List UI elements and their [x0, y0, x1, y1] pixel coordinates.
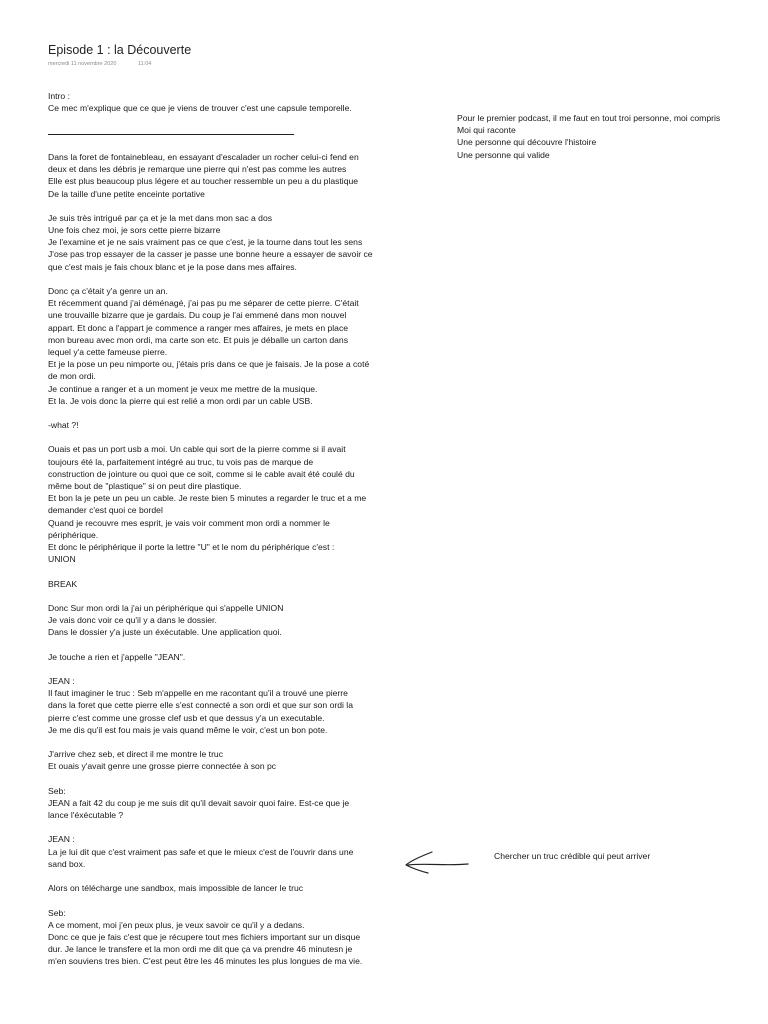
side-note-line: Une personne qui valide	[457, 149, 550, 160]
text-line: de mon ordi.	[48, 371, 96, 382]
side-note-line: Moi qui raconte	[457, 125, 516, 136]
paragraph	[48, 675, 420, 736]
paragraph	[48, 882, 420, 894]
paragraph	[48, 578, 420, 590]
text-line: deux et dans les débris je remarque une pierre qui n'est pas comme les autres	[48, 164, 347, 175]
text-line: Et donc le périphérique il porte la lettre "U" et le nom du périphérique c'est :	[48, 541, 335, 552]
side-note-line: Pour le premier podcast, il me faut en tout troi personne, moi compris	[457, 113, 721, 123]
text-line: -what ?!	[48, 420, 79, 431]
text-line: mon bureau avec mon ordi, ma carte son etc. Et puis je déballe un carton dans	[48, 334, 348, 345]
text-line: A ce moment, moi j'en peux plus, je veux savoir ce qu'il y a dedans.	[48, 919, 305, 930]
text-line: Je continue a ranger et a un moment je veux me mettre de la musique.	[48, 383, 318, 394]
text-line: Donc Sur mon ordi la j'ai un périphérique qui s'appelle UNION	[48, 602, 284, 613]
text-line: pierre c'est comme une grosse clef usb et que dessus y'a un executable.	[48, 712, 325, 723]
paragraph	[48, 602, 420, 639]
paragraph	[48, 285, 420, 407]
text-line: La je lui dit que c'est vraiment pas safe et que le mieux c'est de l'ouvrir dans une	[48, 846, 354, 857]
page-time: 11:04	[138, 61, 152, 67]
text-line: JEAN :	[48, 676, 75, 686]
text-line: Et ouais y'avait genre une grosse pierre connectée à son pc	[48, 761, 277, 772]
text-line: Je suis très intrigué par ça et je la met dans mon sac a dos	[48, 212, 273, 223]
page-date: mercredi 11 novembre 2020	[48, 61, 117, 67]
text-line: dans la foret que cette pierre elle s'est connecté a son ordi et que sur son ordi la	[48, 700, 353, 711]
text-line: De la taille d'une petite enceinte portative	[48, 188, 205, 199]
text-line: Et je la pose un peu nimporte ou, j'étais pris dans ce que je faisais. Je la pose a coté	[48, 359, 370, 370]
intro-paragraph	[48, 90, 420, 114]
text-line: Dans le dossier y'a juste un éxécutable. Une application quoi.	[48, 627, 282, 638]
arrow-annotation: Chercher un truc crédible qui peut arriver	[494, 851, 651, 861]
text-line: sand box.	[48, 858, 86, 869]
text-line: Une fois chez moi, je sors cette pierre bizarre	[48, 225, 221, 236]
text-line: demander c'est quoi ce bordel	[48, 505, 163, 516]
text-line: Je touche a rien et j'appelle "JEAN".	[48, 651, 186, 662]
hand-drawn-arrow-icon	[402, 846, 476, 880]
text-line: Et récemment quand j'ai déménagé, j'ai pas pu me séparer de cette pierre. C'était	[48, 298, 359, 309]
text-line: Alors on télécharge une sandbox, mais impossible de lancer le truc	[48, 883, 304, 894]
paragraph	[48, 833, 420, 870]
text-line: appart. Et donc a l'appart je commence a ranger mes affaires, je mets en place	[48, 322, 349, 333]
text-line: lance l'éxécutable ?	[48, 810, 124, 821]
text-line: JEAN :	[48, 834, 75, 845]
text-line: toujours été la, parfaitement intégré au truc, tu vois pas de marque de	[48, 456, 314, 467]
text-line: Seb:	[48, 907, 66, 918]
text-line: Je l'examine et je ne sais vraiment pas ce que c'est, je la tourne dans tout les sens	[48, 237, 363, 248]
text-line: Et la. Je vois donc la pierre qui est relié a mon ordi par un cable USB.	[48, 395, 313, 406]
text-line: UNION	[48, 554, 76, 565]
text-line: Donc ce que je fais c'est que je récupere tout mes fichiers important sur un disque	[48, 931, 361, 942]
text-line: Je vais donc voir ce qu'il y a dans le dossier.	[48, 615, 217, 626]
paragraph	[48, 151, 420, 200]
note-body	[48, 90, 420, 968]
text-line: Il faut imaginer le truc : Seb m'appelle en me racontant qu'il a trouvé une pierre	[48, 688, 348, 699]
text-line: construction de jointure ou quoi que ce soit, comme si le cable avait été coulé du	[48, 468, 355, 479]
text-line: Et bon la je pete un peu un cable. Je reste bien 5 minutes a regarder le truc et a me	[48, 493, 367, 504]
text-line: une trouvaille bizarre que je gardais. Du coup je l'ai emmené dans mon nouvel	[48, 310, 347, 321]
paragraph	[48, 419, 420, 431]
text-line: Seb:	[48, 785, 66, 796]
paragraph	[48, 651, 420, 663]
text-line: Donc ça c'était y'a genre un an.	[48, 286, 168, 296]
text-line: m'en souviens tres bien. C'est peut être les 46 minutes les plus longues de ma vie.	[48, 956, 363, 967]
text-line: périphérique.	[48, 529, 99, 540]
text-line: Dans la foret de fontainebleau, en essayant d'escalader un rocher celui-ci fend en	[48, 151, 359, 162]
text-line: J'arrive chez seb, et direct il me montre le truc	[48, 749, 224, 760]
page-title: Episode 1 : la Découverte	[48, 43, 192, 57]
text-line: JEAN a fait 42 du coup je me suis dit qu'il devait savoir quoi faire. Est-ce que je	[48, 797, 350, 808]
paragraph	[48, 785, 420, 822]
paragraph	[48, 907, 420, 968]
text-line: Intro :	[48, 91, 70, 101]
text-line: lequel y'a cette fameuse pierre.	[48, 346, 168, 357]
text-line: que c'est mais je fais choux blanc et je la pose dans mes affaires.	[48, 261, 297, 272]
text-line: même bout de "plastique" si on peut dire plastique.	[48, 481, 242, 491]
text-line: BREAK	[48, 578, 78, 589]
paragraph	[48, 212, 420, 273]
text-line: Ce mec m'explique que ce que je viens de trouver c'est une capsule temporelle.	[48, 103, 352, 114]
side-note	[457, 112, 767, 161]
text-line: J'ose pas trop essayer de la casser je passe une bonne heure a essayer de savoir ce	[48, 249, 373, 260]
horizontal-rule	[48, 127, 420, 139]
text-line: Ouais et pas un port usb a moi. Un cable qui sort de la pierre comme si il avait	[48, 444, 346, 455]
side-note-line: Une personne qui découvre l'histoire	[457, 137, 597, 148]
paragraph	[48, 443, 420, 565]
text-line: Elle est plus beaucoup plus légere et au toucher ressemble un peu a du plastique	[48, 176, 359, 187]
text-line: Quand je recouvre mes esprit, je vais voir comment mon ordi a nommer le	[48, 517, 330, 528]
text-line: Je me dis qu'il est fou mais je vais quand même le voir, c'est un bon pote.	[48, 724, 328, 735]
text-line: dur. Je lance le transfere et la mon ordi me dit que ça va prendre 46 minutesn je	[48, 944, 353, 955]
paragraph	[48, 748, 420, 772]
